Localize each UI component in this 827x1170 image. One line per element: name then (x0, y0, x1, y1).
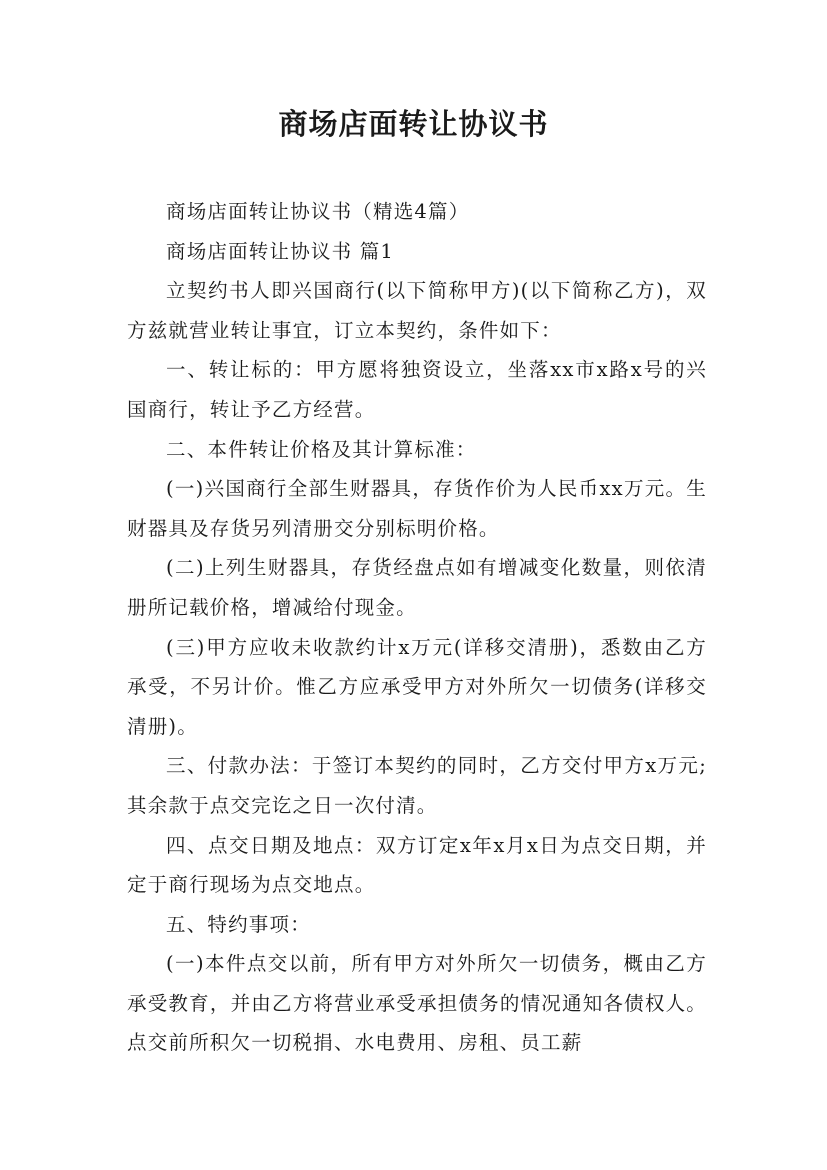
paragraph-clause-5-item-1: (一)本件点交以前，所有甲方对外所欠一切债务，概由乙方承受教育，并由乙方将营业承受承担债务的情况通知各债权人。点交前所积欠一切税捐、水电费用、房租、员工薪 (127, 952, 707, 1055)
paragraph-clause-2-item-1: (一)兴国商行全部生财器具，存货作价为人民币xx万元。生财器具及存货另列清册交分别标明价格。 (127, 477, 707, 540)
document-body (127, 192, 707, 1063)
paragraph-clause-2-item-2: (二)上列生财器具，存货经盘点如有增减变化数量，则依清册所记载价格，增减给付现金。 (127, 556, 707, 619)
paragraph-clause-2: 二、本件转让价格及其计算标准： (166, 437, 477, 461)
document-title: 商场店面转让协议书 (278, 107, 549, 141)
paragraph-preamble: 立契约书人即兴国商行(以下简称甲方)(以下简称乙方)，双方兹就营业转让事宜，订立本契约，条件如下： (127, 279, 707, 342)
paragraph-clause-3: 三、付款办法：于签订本契约的同时，乙方交付甲方x万元;其余款于点交完讫之日一次付清。 (127, 754, 707, 817)
paragraph-subtitle: 商场店面转让协议书（精选4篇） (166, 200, 470, 223)
paragraph-clause-4: 四、点交日期及地点：双方订定x年x月x日为点交日期，并定于商行现场为点交地点。 (127, 833, 707, 897)
paragraph-section-heading: 商场店面转让协议书 篇1 (166, 239, 395, 263)
paragraph-clause-1: 一、转让标的：甲方愿将独资设立，坐落xx市x路x号的兴国商行，转让予乙方经营。 (127, 358, 707, 421)
paragraph-clause-5: 五、特约事项： (166, 912, 311, 936)
paragraph-clause-2-item-3: (三)甲方应收未收款约计x万元(详移交清册)，悉数由乙方承受，不另计价。惟乙方应承受甲方对外所欠一切债务(详移交清册)。 (127, 635, 707, 738)
